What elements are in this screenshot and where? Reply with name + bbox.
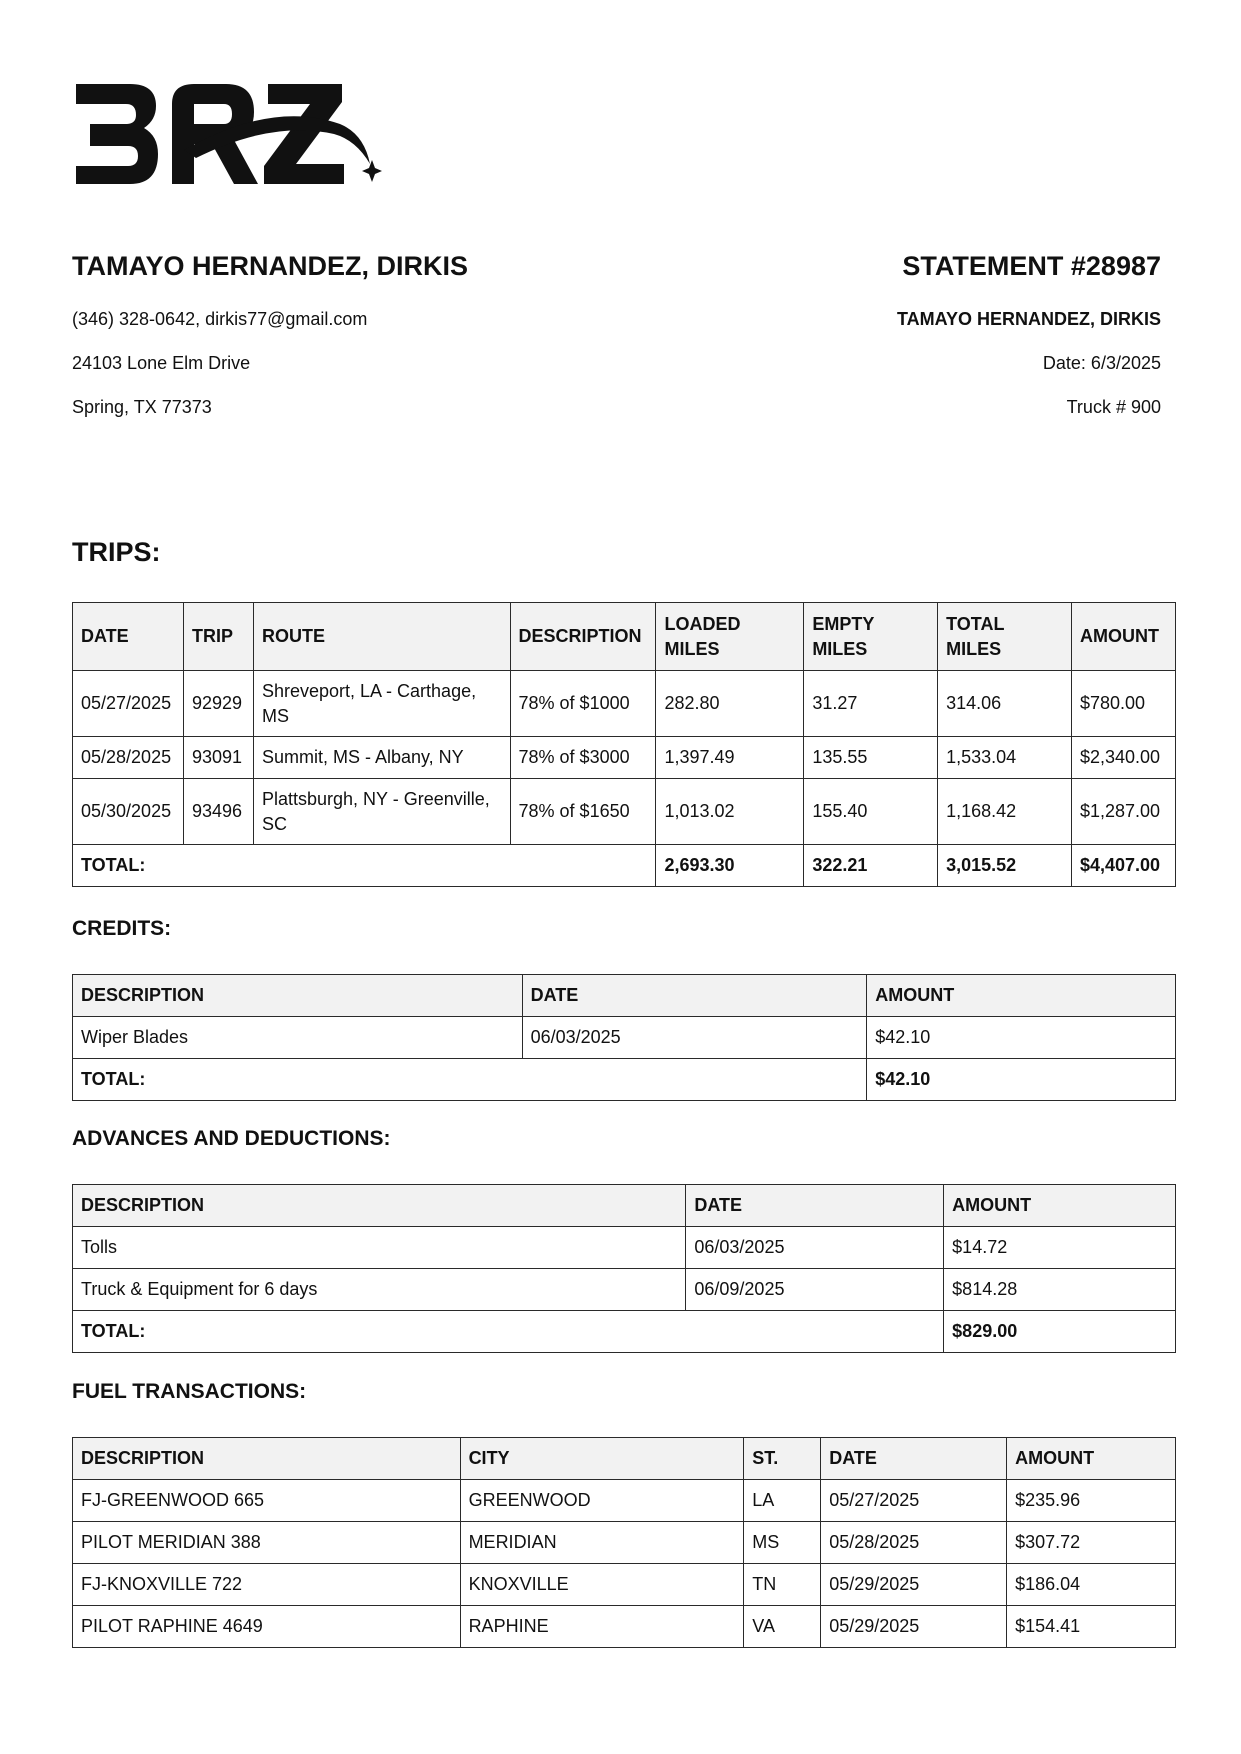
credit-date: 06/03/2025: [522, 1017, 867, 1059]
fuel-description: PILOT RAPHINE 4649: [73, 1606, 461, 1648]
trip-loaded-miles: 282.80: [656, 671, 804, 737]
fuel-amount: $186.04: [1007, 1564, 1176, 1606]
advance-amount: $814.28: [944, 1269, 1176, 1311]
driver-name: TAMAYO HERNANDEZ, DIRKIS: [72, 251, 469, 281]
trips-total-amount: $4,407.00: [1071, 845, 1175, 887]
trip-number: 92929: [183, 671, 253, 737]
statement-driver-name: TAMAYO HERNANDEZ, DIRKIS: [896, 308, 1161, 329]
fuel-title: FUEL TRANSACTIONS:: [72, 1380, 307, 1403]
advance-date: 06/09/2025: [686, 1269, 944, 1311]
statement-truck: Truck # 900: [1066, 396, 1161, 417]
trip-description: 78% of $1000: [510, 671, 656, 737]
table-row: [73, 1522, 1176, 1564]
fuel-state: TN: [744, 1564, 821, 1606]
credits-header-description: DESCRIPTION: [73, 975, 523, 1017]
company-logo: [72, 80, 382, 192]
trips-total-row: [73, 845, 1176, 887]
advances-header-row: [73, 1185, 1176, 1227]
credits-header-row: [73, 975, 1176, 1017]
advances-header-description: DESCRIPTION: [73, 1185, 686, 1227]
statement-title: STATEMENT #28987: [902, 251, 1161, 281]
table-row: [73, 1564, 1176, 1606]
fuel-city: MERIDIAN: [460, 1522, 744, 1564]
fuel-state: VA: [744, 1606, 821, 1648]
fuel-date: 05/29/2025: [821, 1606, 1007, 1648]
fuel-amount: $307.72: [1007, 1522, 1176, 1564]
fuel-header-date: DATE: [821, 1438, 1007, 1480]
fuel-amount: $154.41: [1007, 1606, 1176, 1648]
trip-total-miles: 1,168.42: [938, 779, 1072, 845]
trips-header-description: DESCRIPTION: [510, 603, 656, 671]
trips-title: TRIPS:: [72, 537, 161, 567]
advance-amount: $14.72: [944, 1227, 1176, 1269]
trip-route: Summit, MS - Albany, NY: [253, 737, 510, 779]
trip-number: 93496: [183, 779, 253, 845]
trip-amount: $780.00: [1071, 671, 1175, 737]
advances-total-label: TOTAL:: [73, 1311, 944, 1353]
trip-empty-miles: 31.27: [804, 671, 938, 737]
credit-amount: $42.10: [867, 1017, 1176, 1059]
advance-description: Truck & Equipment for 6 days: [73, 1269, 686, 1311]
table-row: [73, 1606, 1176, 1648]
credits-title: CREDITS:: [72, 917, 172, 940]
trips-header-row: [73, 603, 1176, 671]
fuel-table: [72, 1437, 1176, 1648]
trips-header-loaded-miles: LOADED MILES: [656, 603, 804, 671]
fuel-header-state: ST.: [744, 1438, 821, 1480]
trip-loaded-miles: 1,013.02: [656, 779, 804, 845]
table-row: [73, 1227, 1176, 1269]
advances-total-row: [73, 1311, 1176, 1353]
fuel-state: LA: [744, 1480, 821, 1522]
trips-total-empty: 322.21: [804, 845, 938, 887]
advances-header-date: DATE: [686, 1185, 944, 1227]
credits-table: [72, 974, 1176, 1101]
advances-table: [72, 1184, 1176, 1353]
trip-empty-miles: 135.55: [804, 737, 938, 779]
table-row: [73, 779, 1176, 845]
table-row: [73, 1480, 1176, 1522]
statement-date: Date: 6/3/2025: [1042, 352, 1161, 373]
trip-description: 78% of $3000: [510, 737, 656, 779]
driver-address-line1: 24103 Lone Elm Drive: [72, 352, 251, 373]
credits-total-label: TOTAL:: [73, 1059, 867, 1101]
trip-amount: $2,340.00: [1071, 737, 1175, 779]
credits-total-amount: $42.10: [867, 1059, 1176, 1101]
advance-description: Tolls: [73, 1227, 686, 1269]
advances-header-amount: AMOUNT: [944, 1185, 1176, 1227]
fuel-header-amount: AMOUNT: [1007, 1438, 1176, 1480]
trip-amount: $1,287.00: [1071, 779, 1175, 845]
credits-total-row: [73, 1059, 1176, 1101]
table-row: [73, 1269, 1176, 1311]
statement-info: [561, 252, 1161, 442]
credits-header-amount: AMOUNT: [867, 975, 1176, 1017]
trip-description: 78% of $1650: [510, 779, 656, 845]
trips-header-empty-miles: EMPTY MILES: [804, 603, 938, 671]
trip-date: 05/28/2025: [73, 737, 184, 779]
trips-header-amount: AMOUNT: [1071, 603, 1175, 671]
fuel-city: KNOXVILLE: [460, 1564, 744, 1606]
fuel-description: FJ-KNOXVILLE 722: [73, 1564, 461, 1606]
trips-table: [72, 602, 1176, 887]
trips-total-label: TOTAL:: [73, 845, 656, 887]
driver-contact: (346) 328-0642, dirkis77@gmail.com: [72, 308, 368, 329]
trips-header-date: DATE: [73, 603, 184, 671]
fuel-date: 05/29/2025: [821, 1564, 1007, 1606]
trip-route: Shreveport, LA - Carthage, MS: [253, 671, 510, 737]
trips-total-miles: 3,015.52: [938, 845, 1072, 887]
fuel-city: RAPHINE: [460, 1606, 744, 1648]
fuel-header-description: DESCRIPTION: [73, 1438, 461, 1480]
fuel-header-row: [73, 1438, 1176, 1480]
trips-total-loaded: 2,693.30: [656, 845, 804, 887]
trip-empty-miles: 155.40: [804, 779, 938, 845]
table-row: [73, 737, 1176, 779]
fuel-description: PILOT MERIDIAN 388: [73, 1522, 461, 1564]
fuel-description: FJ-GREENWOOD 665: [73, 1480, 461, 1522]
fuel-state: MS: [744, 1522, 821, 1564]
fuel-city: GREENWOOD: [460, 1480, 744, 1522]
advances-title: ADVANCES AND DEDUCTIONS:: [72, 1127, 391, 1150]
trip-number: 93091: [183, 737, 253, 779]
fuel-amount: $235.96: [1007, 1480, 1176, 1522]
trip-total-miles: 314.06: [938, 671, 1072, 737]
driver-address-line2: Spring, TX 77373: [72, 396, 212, 417]
trips-header-route: ROUTE: [253, 603, 510, 671]
credit-description: Wiper Blades: [73, 1017, 523, 1059]
advances-total-amount: $829.00: [944, 1311, 1176, 1353]
table-row: [73, 1017, 1176, 1059]
credits-header-date: DATE: [522, 975, 867, 1017]
trips-header-trip: TRIP: [183, 603, 253, 671]
fuel-date: 05/28/2025: [821, 1522, 1007, 1564]
trip-date: 05/30/2025: [73, 779, 184, 845]
advance-date: 06/03/2025: [686, 1227, 944, 1269]
trips-header-total-miles: TOTAL MILES: [938, 603, 1072, 671]
trip-route: Plattsburgh, NY - Greenville, SC: [253, 779, 510, 845]
fuel-date: 05/27/2025: [821, 1480, 1007, 1522]
trip-total-miles: 1,533.04: [938, 737, 1072, 779]
table-row: [73, 671, 1176, 737]
trip-loaded-miles: 1,397.49: [656, 737, 804, 779]
fuel-header-city: CITY: [460, 1438, 744, 1480]
trip-date: 05/27/2025: [73, 671, 184, 737]
